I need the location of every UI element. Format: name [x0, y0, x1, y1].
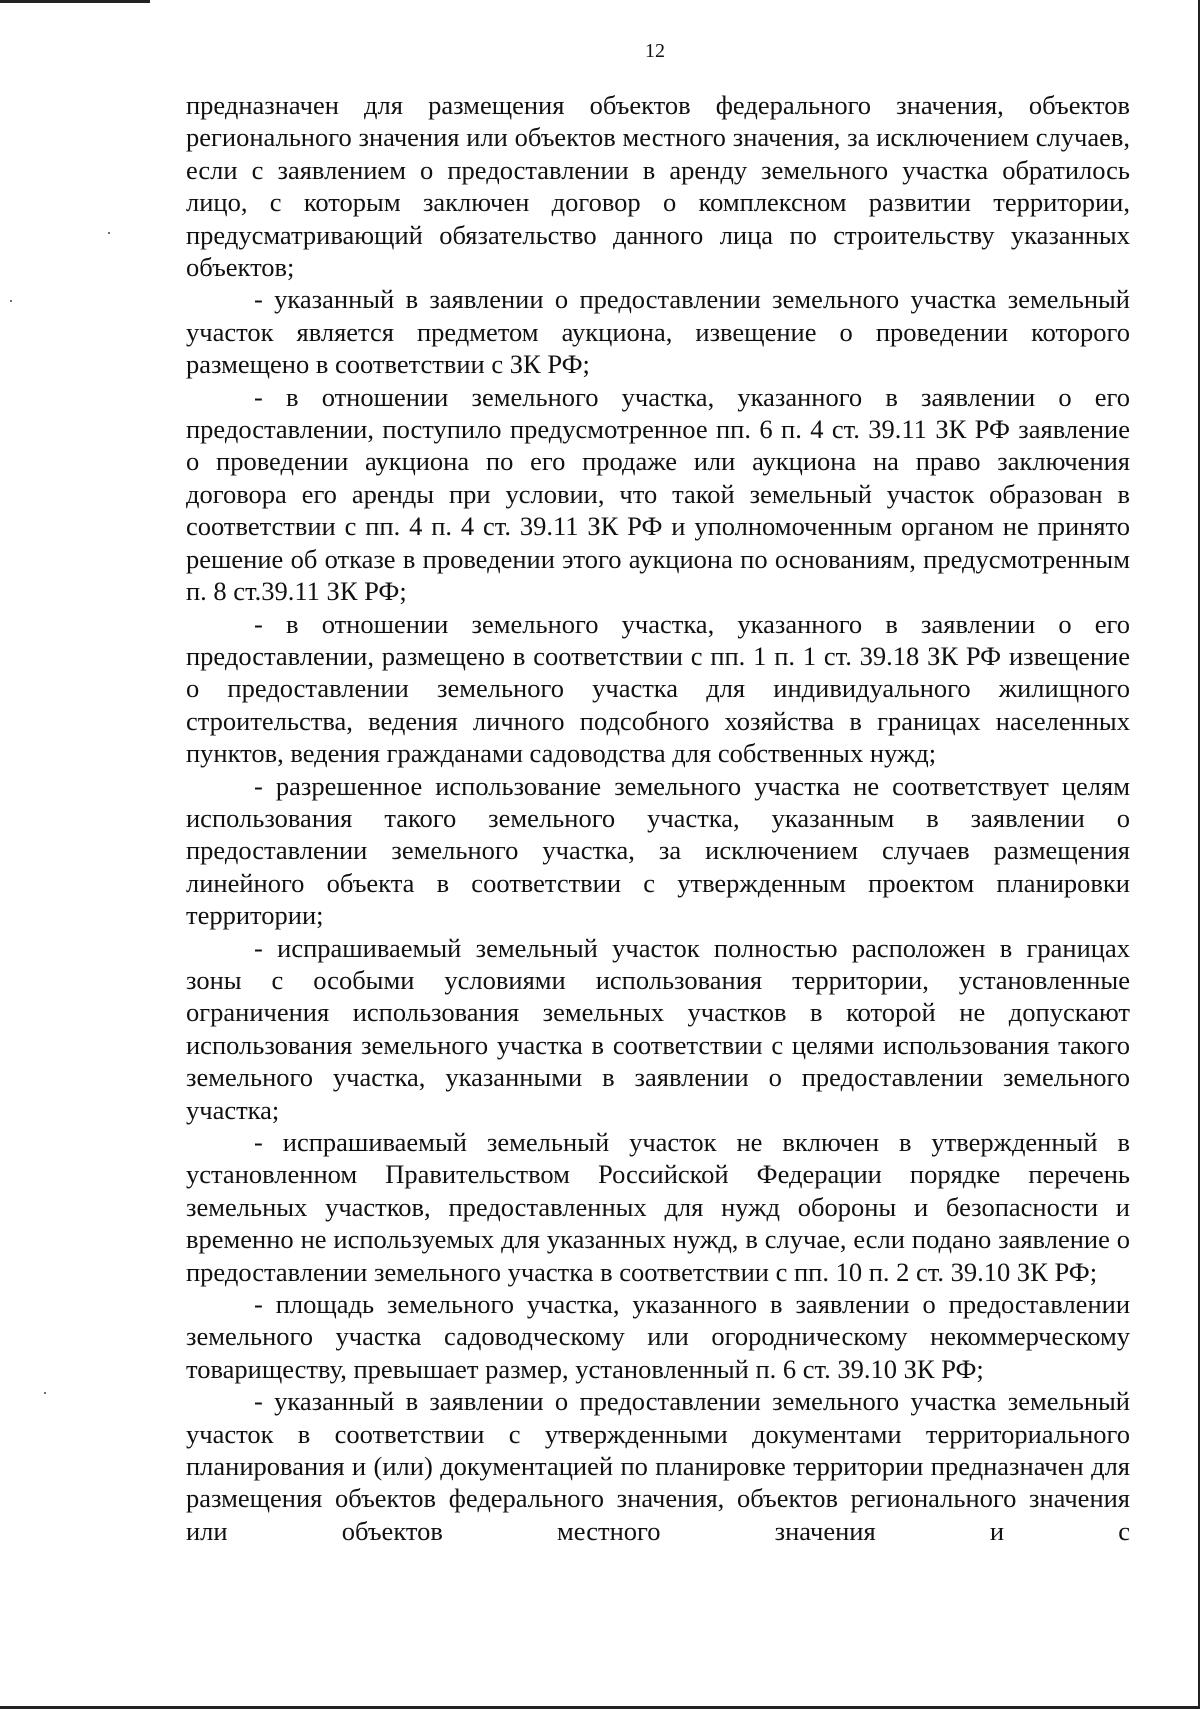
- paragraph: - в отношении земельного участка, указанного в заявлении о его предоставлении, размещено в соответствии с пп. 1 п. 1 ст. 39.18 ЗК РФ извещение о предоставлении земельного участка для индивидуального жилищного строительства, ведения личного подсобного хозяйства в границах населенных пунктов, ведения гражданами садоводства для собственных нужд;: [186, 608, 1130, 769]
- paragraph: - испрашиваемый земельный участок не включен в утвержденный в установленном Правительством Российской Федерации порядке перечень земельных участков, предоставленных для нужд обороны и безопасности и временно не используемых для указанных нужд, в случае, если подано заявление о предоставлении земельного участка в соответствии с пп. 10 п. 2 ст. 39.10 ЗК РФ;: [186, 1127, 1130, 1287]
- scan-speck: [44, 1392, 46, 1394]
- scan-speck: [108, 232, 110, 234]
- paragraph: - указанный в заявлении о предоставлении земельного участка земельный участок является предметом аукциона, извещение о проведении которого размещено в соответствии с ЗК РФ;: [186, 284, 1130, 380]
- paragraph: предназначен для размещения объектов федерального значения, объектов регионального значения или объектов местного значения, за исключением случаев, если с заявлением о предоставлении в аренду земельного участка обратилось лицо, с которым заключен договор о комплексном развитии территории, предусматривающий обязательство данного лица по строительству указанных объектов;: [186, 90, 1130, 283]
- page-number: 12: [645, 40, 665, 62]
- scan-edge-artifact: [0, 0, 150, 3]
- paragraph: - указанный в заявлении о предоставлении земельного участка земельный участок в соответствии с утвержденными документами территориального планирования и (или) документацией по планировке территории предназначен для размещения объектов федерального значения, объектов регионального значения или объектов местного значения и с: [186, 1386, 1130, 1546]
- paragraph: - разрешенное использование земельного участка не соответствует целям использования такого земельного участка, указанным в заявлении о предоставлении земельного участка, за исключением случаев размещения линейного объекта в соответствии с утвержденным проектом планировки территории;: [186, 770, 1130, 931]
- scan-speck: [10, 300, 12, 302]
- paragraph: - площадь земельного участка, указанного в заявлении о предоставлении земельного участка садоводческому или огородническому некоммерческому товариществу, превышает размер, установленный п. 6 ст. 39.10 ЗК РФ;: [186, 1289, 1130, 1384]
- paragraph: - в отношении земельного участка, указанного в заявлении о его предоставлении, поступило предусмотренное пп. 6 п. 4 ст. 39.11 ЗК РФ заявление о проведении аукциона по его продаже или аукциона на право заключения договора его аренды при условии, что такой земельный участок образован в соответствии с пп. 4 п. 4 ст. 39.11 ЗК РФ и уполномоченным органом не принято решение об отказе в проведении этого аукциона по основаниям, предусмотренным п. 8 ст.39.11 ЗК РФ;: [186, 381, 1130, 607]
- document-body: [186, 89, 1130, 1547]
- paragraph: - испрашиваемый земельный участок полностью расположен в границах зоны с особыми условиями использования территории, установленные ограничения использования земельных участков в которой не допускают использования земельного участка в соответствии с целями использования такого земельного участка, указанными в заявлении о предоставлении земельного участка;: [186, 932, 1130, 1125]
